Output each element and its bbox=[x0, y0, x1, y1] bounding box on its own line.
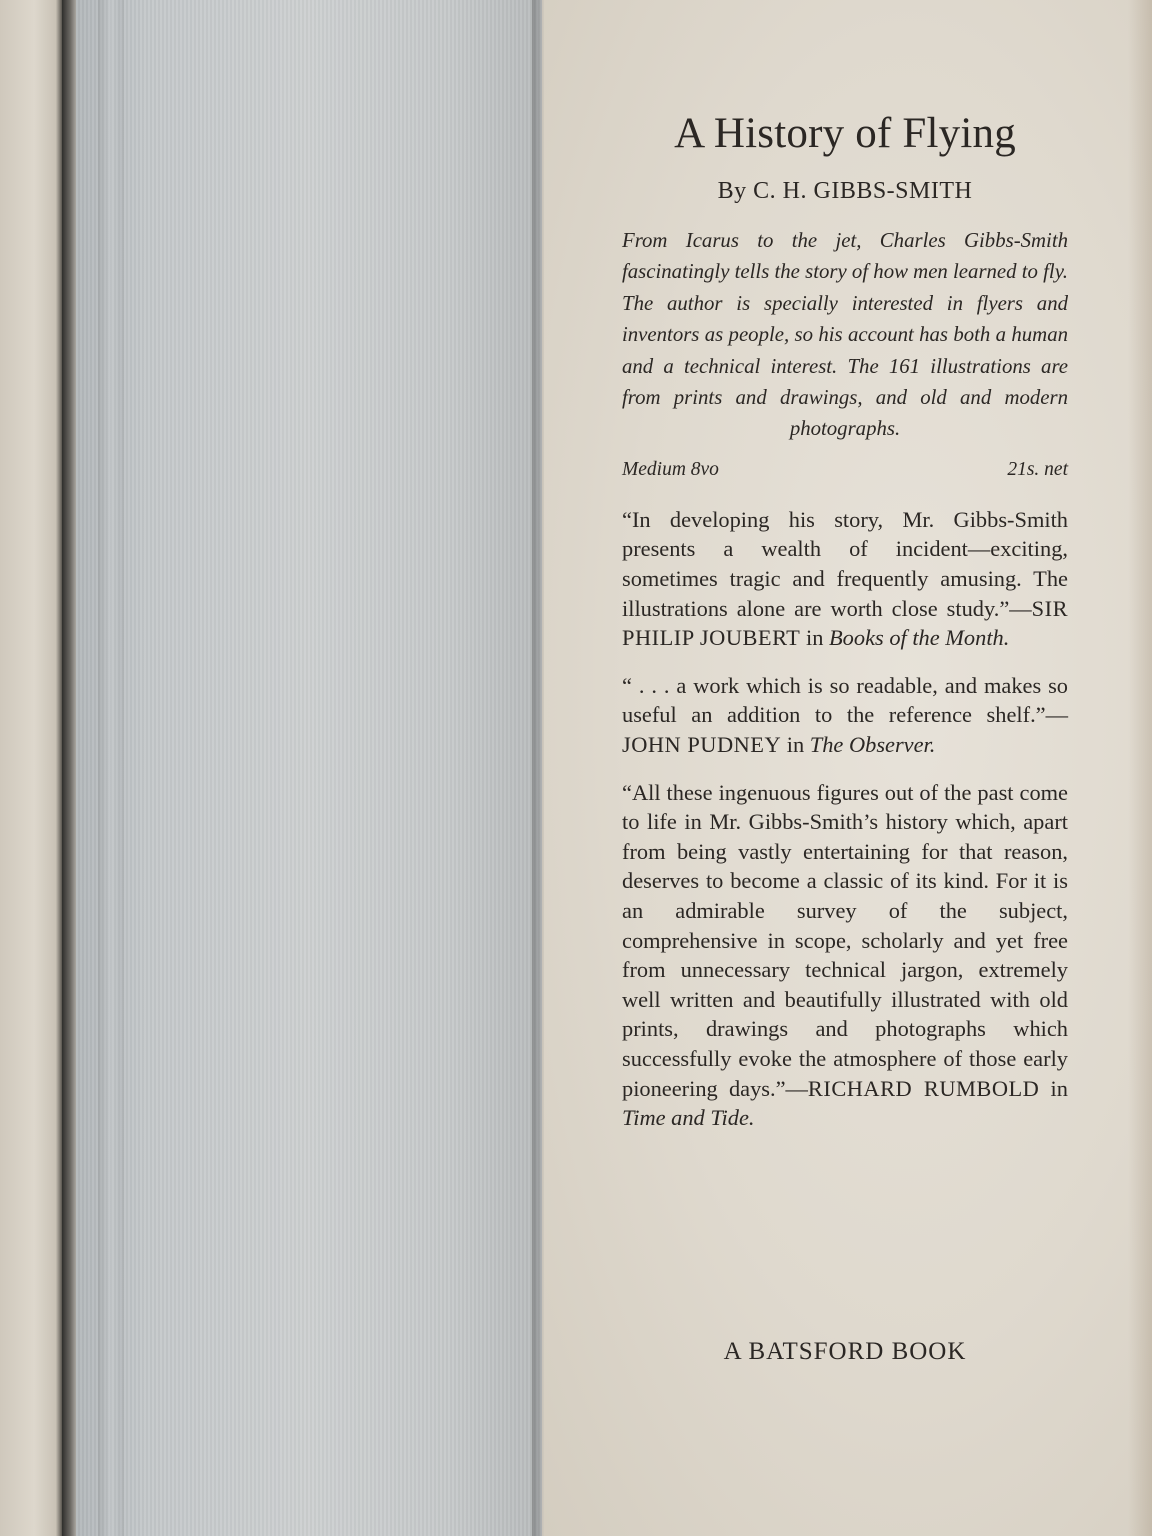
reviewer-name: SIR PHILIP JOUBERT bbox=[622, 595, 1068, 651]
review-text: “In developing his story, Mr. Gibbs-Smith presents a wealth of incident—exciting, sometimes tragic and frequently amusing. The illustrations alone are worth close study.”— bbox=[622, 506, 1068, 621]
reviewer-name: RICHARD RUMBOLD bbox=[807, 1075, 1040, 1101]
review-text: “All these ingenuous figures out of the past come to life in Mr. Gibbs-Smith’s history which, apart from being vastly entertaining for that reason, deserves to become a classic of its kind. For it is an admirable survey of the subject, comprehensive in scope, scholarly and yet free from unnecessary technical jargon, extremely well written and beautifully illustrated with old prints, drawings and photographs which successfully evoke the atmosphere of those early pioneering days.”— bbox=[622, 779, 1068, 1101]
reviewer-name: JOHN PUDNEY bbox=[622, 732, 782, 757]
publisher-imprint: A BATSFORD BOOK bbox=[723, 1338, 967, 1365]
flap-edge-wear bbox=[1128, 0, 1152, 1536]
author-byline: By C. H. GIBBS-SMITH bbox=[717, 178, 973, 204]
endpaper bbox=[76, 0, 542, 1536]
cover-spine-line bbox=[62, 0, 76, 1536]
review-quote bbox=[622, 778, 1068, 1133]
book-blurb: From Icarus to the jet, Charles Gibbs-Smith fascinatingly tells the story of how men learned to fly. The author is specially interested in flyers and inventors as people, so his account has both a human and a technical interest. The 161 illustrations are from prints and drawings, and old and modern photographs. bbox=[622, 229, 1068, 441]
review-publication: The Observer. bbox=[809, 732, 936, 757]
book-price: 21s. net bbox=[1007, 458, 1068, 480]
review-text: “ . . . a work which is so readable, and makes so useful an addition to the reference shelf.”— bbox=[622, 672, 1068, 728]
review-connector: in bbox=[1039, 1075, 1068, 1101]
review-publication: Time and Tide. bbox=[622, 1105, 755, 1131]
book-cover-edge bbox=[0, 0, 62, 1536]
format-price-line bbox=[622, 459, 1068, 481]
review-quote bbox=[622, 505, 1068, 653]
book-format: Medium 8vo bbox=[622, 458, 719, 480]
review-connector: in bbox=[800, 625, 829, 651]
review-publication: Books of the Month. bbox=[829, 625, 1010, 651]
endpaper-crease bbox=[98, 0, 124, 1536]
flap-content bbox=[622, 108, 1068, 1133]
review-connector: in bbox=[781, 732, 810, 757]
review-quote bbox=[622, 671, 1068, 760]
book-title: A History of Flying bbox=[674, 110, 1016, 157]
